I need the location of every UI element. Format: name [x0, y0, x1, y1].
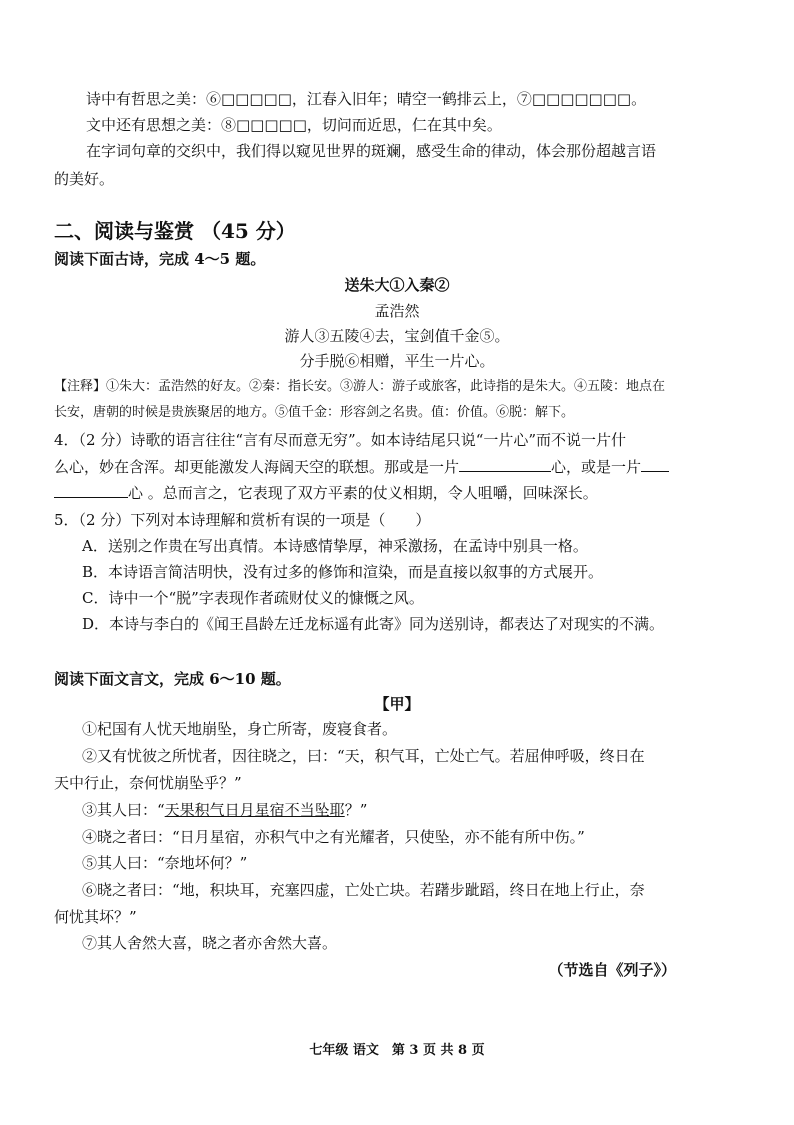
passage-p7: ⑦其人舍然大喜，晓之者亦舍然大喜。	[82, 934, 338, 952]
passage-p3-pre: ③其人曰：“	[82, 801, 165, 819]
underlined-sentence: 天果积气日月星宿不当坠耶	[164, 801, 345, 819]
passage-p2b: 天中行止，奈何忧崩坠乎？”	[54, 774, 242, 792]
notes-line-2: 长安，唐朝的时候是贵族聚居的地方。⑤值千金：形容剑之名贵。值：价值。⑥脱：解下。	[54, 405, 575, 420]
page-footer: 七年级 语文 第 3 页 共 8 页	[309, 1043, 485, 1058]
passage-label: 【甲】	[374, 695, 420, 713]
top-line-1: 诗中有哲思之美：⑥□□□□□，江春入旧年；晴空一鹤排云上，⑦□□□□□□□。	[86, 90, 647, 108]
q5-stem: 5．（2 分）下列对本诗理解和赏析有误的一项是（ ）	[54, 511, 431, 529]
q4-line-2-text-a: 么心，妙在含浑。却更能激发人海阔天空的联想。那或是一片	[54, 458, 460, 476]
poem-author: 孟浩然	[374, 302, 420, 320]
classical-intro: 阅读下面文言文，完成 6～10 题。	[54, 670, 291, 688]
top-line-3: 在字词句章的交织中，我们得以窥见世界的斑斓，感受生命的律动，体会那份超越言语	[86, 142, 657, 160]
passage-p5: ⑤其人曰：“奈地坏何？”	[82, 854, 248, 872]
section-title: 二、阅读与鉴赏 （45 分）	[54, 219, 296, 243]
answer-blank-1[interactable]	[459, 457, 551, 472]
passage-p3	[82, 799, 367, 821]
poem-line-2: 分手脱⑥相赠，平生一片心。	[299, 352, 495, 370]
top-line-4: 的美好。	[54, 170, 115, 188]
top-line-2: 文中还有思想之美：⑧□□□□□，切问而近思，仁在其中矣。	[86, 116, 502, 134]
poem-intro: 阅读下面古诗，完成 4～5 题。	[54, 250, 266, 268]
poem-line-1: 游人③五陵④去，宝剑值千金⑤。	[284, 327, 510, 345]
q4-line-2-text-b: 心，或是一片	[551, 458, 642, 476]
q5-option-d[interactable]: D．本诗与李白的《闻王昌龄左迁龙标遥有此寄》同为送别诗，都表达了对现实的不满。	[82, 615, 665, 633]
poem-title: 送朱大①入秦②	[344, 276, 450, 294]
q5-option-b[interactable]: B．本诗语言简洁明快，没有过多的修饰和渲染，而是直接以叙事的方式展开。	[82, 563, 604, 581]
q4-line-3	[54, 482, 598, 504]
answer-blank-2b[interactable]	[54, 483, 128, 498]
q5-option-a[interactable]: A．送别之作贵在写出真情。本诗感情挚厚，神采激扬，在孟诗中别具一格。	[82, 537, 588, 555]
passage-p4: ④晓之者曰：“日月星宿，亦积气中之有光耀者，只使坠，亦不能有所中伤。”	[82, 828, 585, 846]
q4-line-3-text: 心 。总而言之，它表现了双方平素的仗义相期，令人咀嚼，回味深长。	[128, 484, 598, 502]
answer-blank-2a[interactable]	[641, 457, 669, 472]
q4-line-1: 4．（2 分）诗歌的语言往往“言有尽而意无穷”。如本诗结尾只说“一片心”而不说一片什	[54, 431, 627, 449]
passage-p3-post: ？”	[344, 801, 368, 819]
passage-p6b: 何忧其坏？”	[54, 908, 137, 926]
passage-source: （节选自《列子》）	[548, 961, 676, 979]
passage-p2a: ②又有忧彼之所忧者，因往晓之，曰：“天，积气耳，亡处亡气。若屈伸呼吸，终日在	[82, 747, 645, 765]
q4-line-2	[54, 456, 669, 478]
passage-p1: ①杞国有人忧天地崩坠，身亡所寄，废寝食者。	[82, 720, 398, 738]
q5-option-c[interactable]: C．诗中一个“脱”字表现作者疏财仗义的慷慨之风。	[82, 589, 424, 607]
notes-line-1: 【注释】①朱大：孟浩然的好友。②秦：指长安。③游人：游子或旅客，此诗指的是朱大。④五陵：地点在	[54, 379, 666, 394]
passage-p6a: ⑥晓之者曰：“地，积块耳，充塞四虚，亡处亡块。若躇步跐蹈，终日在地上行止，奈	[82, 881, 645, 899]
